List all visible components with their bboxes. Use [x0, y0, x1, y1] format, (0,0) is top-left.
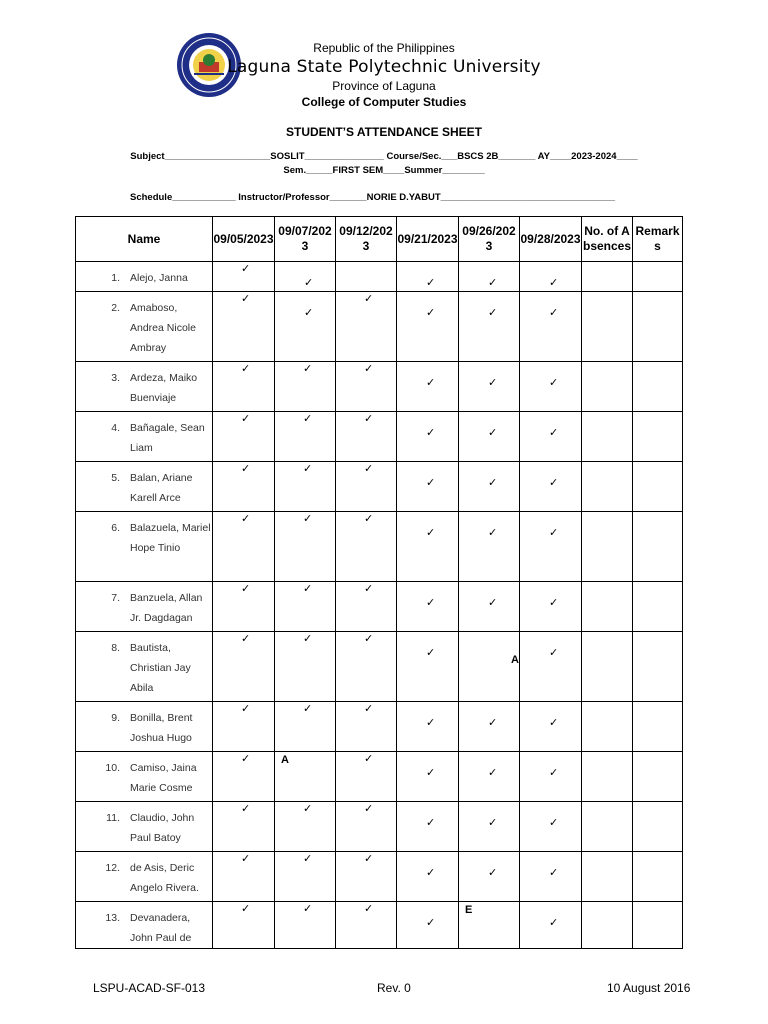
- check-mark-icon: ✓: [488, 277, 498, 289]
- attendance-cell: [213, 752, 275, 802]
- absences-cell: [582, 632, 633, 702]
- header-row: [76, 217, 683, 262]
- student-name: Bañagale, Sean Liam: [130, 422, 205, 454]
- check-mark-icon: ✓: [549, 427, 559, 439]
- student-name: Amaboso, Andrea Nicole Ambray: [130, 302, 196, 354]
- check-mark-icon: ✓: [426, 307, 436, 319]
- remarks-cell: [633, 412, 683, 462]
- remarks-cell: [633, 902, 683, 949]
- attendance-cell: [336, 292, 397, 362]
- attendance-cell: [213, 702, 275, 752]
- attendance-cell: [213, 902, 275, 949]
- check-mark-icon: ✓: [364, 413, 374, 425]
- remarks-cell: [633, 262, 683, 292]
- attendance-cell: [397, 512, 459, 582]
- check-mark-icon: ✓: [241, 583, 251, 595]
- attendance-cell: [213, 852, 275, 902]
- attendance-table: [75, 216, 683, 949]
- check-mark-icon: ✓: [303, 853, 313, 865]
- attendance-cell: [275, 262, 336, 292]
- table-row: [76, 582, 683, 632]
- attendance-cell: [336, 582, 397, 632]
- attendance-cell: [336, 752, 397, 802]
- remarks-cell: [633, 852, 683, 902]
- table-row: [76, 702, 683, 752]
- row-number: 10.: [105, 762, 120, 774]
- student-name-cell: [76, 802, 213, 852]
- student-name: Claudio, John Paul Batoy: [130, 812, 195, 844]
- attendance-cell: [275, 852, 336, 902]
- check-mark-icon: ✓: [488, 527, 498, 539]
- check-mark-icon: ✓: [549, 767, 559, 779]
- absences-cell: [582, 702, 633, 752]
- attendance-cell: [520, 462, 582, 512]
- attendance-cell: [459, 412, 520, 462]
- row-number: 1.: [111, 272, 120, 284]
- attendance-cell: [336, 412, 397, 462]
- row-number: 5.: [111, 472, 120, 484]
- check-mark-icon: ✓: [364, 633, 374, 645]
- student-name-cell: [76, 512, 213, 582]
- attendance-cell: [275, 752, 336, 802]
- attendance-cell: [275, 412, 336, 462]
- check-mark-icon: ✓: [303, 363, 313, 375]
- check-mark-icon: ✓: [303, 703, 313, 715]
- student-name: Ardeza, Maiko Buenviaje: [130, 372, 198, 404]
- check-mark-icon: ✓: [488, 817, 498, 829]
- revision: Rev. 0: [377, 981, 411, 995]
- row-number: 7.: [111, 592, 120, 604]
- attendance-cell: [520, 852, 582, 902]
- check-mark-icon: ✓: [426, 867, 436, 879]
- student-name: Banzuela, Allan Jr. Dagdagan: [130, 592, 203, 624]
- student-name-cell: [76, 852, 213, 902]
- attendance-cell: [520, 262, 582, 292]
- check-mark-icon: ✓: [303, 463, 313, 475]
- attendance-cell: [520, 752, 582, 802]
- attendance-cell: [520, 902, 582, 949]
- table-row: [76, 852, 683, 902]
- attendance-cell: [459, 632, 520, 702]
- absences-cell: [582, 852, 633, 902]
- absences-cell: [582, 262, 633, 292]
- attendance-cell: [459, 462, 520, 512]
- row-number: 12.: [105, 862, 120, 874]
- table-row: [76, 262, 683, 292]
- student-name-cell: [76, 412, 213, 462]
- attendance-cell: [397, 902, 459, 949]
- check-mark-icon: ✓: [426, 647, 436, 659]
- check-mark-icon: ✓: [549, 717, 559, 729]
- attendance-cell: [520, 412, 582, 462]
- check-mark-icon: ✓: [303, 633, 313, 645]
- check-mark-icon: ✓: [549, 307, 559, 319]
- check-mark-icon: ✓: [426, 377, 436, 389]
- check-mark-icon: ✓: [364, 853, 374, 865]
- attendance-cell: [275, 462, 336, 512]
- attendance-letter: A: [281, 754, 289, 766]
- date-header: 09/26/2023: [459, 217, 520, 262]
- check-mark-icon: ✓: [241, 463, 251, 475]
- check-mark-icon: ✓: [303, 903, 313, 915]
- form-code: LSPU-ACAD-SF-013: [93, 981, 206, 995]
- check-mark-icon: ✓: [364, 363, 374, 375]
- student-name: Bautista, Christian Jay Abila: [130, 642, 191, 694]
- attendance-cell: [336, 902, 397, 949]
- row-number: 9.: [111, 712, 120, 724]
- attendance-cell: [336, 262, 397, 292]
- attendance-cell: [336, 462, 397, 512]
- check-mark-icon: ✓: [364, 753, 374, 765]
- remarks-cell: [633, 582, 683, 632]
- check-mark-icon: ✓: [488, 427, 498, 439]
- attendance-cell: [213, 632, 275, 702]
- row-number: 13.: [105, 912, 120, 924]
- check-mark-icon: ✓: [364, 703, 374, 715]
- absences-header: No. of Absences: [582, 217, 633, 262]
- absences-cell: [582, 512, 633, 582]
- row-number: 11.: [106, 812, 120, 824]
- check-mark-icon: ✓: [549, 277, 559, 289]
- meta-line-schedule: Schedule____________ Instructor/Professor_______NORIE D.YABUT_________________________________: [130, 192, 616, 203]
- attendance-cell: [520, 702, 582, 752]
- attendance-cell: [275, 702, 336, 752]
- table-row: [76, 292, 683, 362]
- check-mark-icon: ✓: [241, 513, 251, 525]
- date-header: 09/05/2023: [213, 217, 275, 262]
- date-header: 09/28/2023: [520, 217, 582, 262]
- check-mark-icon: ✓: [303, 803, 313, 815]
- attendance-cell: [397, 582, 459, 632]
- check-mark-icon: ✓: [364, 903, 374, 915]
- remarks-cell: [633, 752, 683, 802]
- name-header: Name: [76, 217, 213, 262]
- attendance-cell: [397, 292, 459, 362]
- attendance-cell: [213, 362, 275, 412]
- check-mark-icon: ✓: [241, 633, 251, 645]
- check-mark-icon: ✓: [549, 597, 559, 609]
- attendance-cell: [397, 852, 459, 902]
- table-row: [76, 362, 683, 412]
- table-row: [76, 632, 683, 702]
- attendance-cell: [459, 802, 520, 852]
- row-number: 4.: [111, 422, 120, 434]
- check-mark-icon: ✓: [241, 703, 251, 715]
- attendance-cell: [459, 702, 520, 752]
- check-mark-icon: ✓: [364, 513, 374, 525]
- check-mark-icon: ✓: [488, 307, 498, 319]
- attendance-letter: E: [465, 904, 473, 916]
- attendance-cell: [459, 752, 520, 802]
- check-mark-icon: ✓: [426, 477, 436, 489]
- sheet-title: STUDENT’S ATTENDANCE SHEET: [285, 125, 482, 139]
- check-mark-icon: ✓: [241, 753, 251, 765]
- check-mark-icon: ✓: [488, 867, 498, 879]
- attendance-cell: [213, 462, 275, 512]
- student-name-cell: [76, 702, 213, 752]
- table-row: [76, 752, 683, 802]
- republic-line: Republic of the Philippines: [313, 41, 455, 55]
- attendance-cell: [336, 362, 397, 412]
- remarks-cell: [633, 292, 683, 362]
- attendance-cell: [336, 802, 397, 852]
- remarks-cell: [633, 702, 683, 752]
- row-number: 6.: [111, 522, 120, 534]
- attendance-cell: [459, 902, 520, 949]
- check-mark-icon: ✓: [241, 903, 251, 915]
- check-mark-icon: ✓: [549, 377, 559, 389]
- check-mark-icon: ✓: [364, 293, 374, 305]
- date-header: 09/21/2023: [397, 217, 459, 262]
- check-mark-icon: ✓: [426, 817, 436, 829]
- student-name: Alejo, Janna: [130, 272, 188, 284]
- absences-cell: [582, 412, 633, 462]
- check-mark-icon: ✓: [304, 277, 314, 289]
- attendance-cell: [275, 582, 336, 632]
- attendance-cell: [275, 902, 336, 949]
- check-mark-icon: ✓: [364, 463, 374, 475]
- student-name-cell: [76, 462, 213, 512]
- date-header: 09/12/2023: [336, 217, 397, 262]
- table-row: [76, 412, 683, 462]
- check-mark-icon: ✓: [488, 477, 498, 489]
- attendance-cell: [520, 292, 582, 362]
- remarks-cell: [633, 362, 683, 412]
- check-mark-icon: ✓: [304, 307, 314, 319]
- attendance-cell: [336, 632, 397, 702]
- student-name-cell: [76, 292, 213, 362]
- absences-cell: [582, 902, 633, 949]
- attendance-cell: [213, 412, 275, 462]
- attendance-cell: [213, 262, 275, 292]
- student-name-cell: [76, 752, 213, 802]
- table-row: [76, 902, 683, 949]
- check-mark-icon: ✓: [426, 717, 436, 729]
- absences-cell: [582, 752, 633, 802]
- check-mark-icon: ✓: [426, 427, 436, 439]
- student-name: Devanadera, John Paul de: [130, 912, 192, 944]
- attendance-cell: [459, 512, 520, 582]
- check-mark-icon: ✓: [241, 293, 251, 305]
- remarks-cell: [633, 462, 683, 512]
- form-date: 10 August 2016: [607, 981, 691, 995]
- remarks-cell: [633, 802, 683, 852]
- check-mark-icon: ✓: [241, 263, 251, 275]
- student-name-cell: [76, 262, 213, 292]
- check-mark-icon: ✓: [549, 917, 559, 929]
- college-name: College of Computer Studies: [301, 95, 467, 109]
- check-mark-icon: ✓: [488, 717, 498, 729]
- table-row: [76, 802, 683, 852]
- absences-cell: [582, 802, 633, 852]
- date-header: 09/07/2023: [275, 217, 336, 262]
- attendance-cell: [275, 292, 336, 362]
- check-mark-icon: ✓: [241, 803, 251, 815]
- attendance-cell: [520, 512, 582, 582]
- attendance-letter: A: [511, 654, 519, 666]
- university-name: Laguna State Polytechnic University: [227, 57, 541, 77]
- table-row: [76, 512, 683, 582]
- attendance-cell: [459, 262, 520, 292]
- province-line: Province of Laguna: [332, 79, 436, 93]
- attendance-cell: [336, 852, 397, 902]
- attendance-cell: [336, 512, 397, 582]
- absences-cell: [582, 362, 633, 412]
- absences-cell: [582, 582, 633, 632]
- student-name-cell: [76, 582, 213, 632]
- attendance-cell: [213, 802, 275, 852]
- document-header: [0, 40, 768, 110]
- student-name-cell: [76, 362, 213, 412]
- attendance-cell: [397, 412, 459, 462]
- attendance-cell: [213, 512, 275, 582]
- check-mark-icon: ✓: [426, 527, 436, 539]
- check-mark-icon: ✓: [426, 277, 436, 289]
- attendance-cell: [459, 852, 520, 902]
- attendance-cell: [459, 582, 520, 632]
- check-mark-icon: ✓: [426, 597, 436, 609]
- check-mark-icon: ✓: [549, 477, 559, 489]
- attendance-cell: [520, 632, 582, 702]
- absences-cell: [582, 292, 633, 362]
- attendance-cell: [275, 362, 336, 412]
- remarks-cell: [633, 512, 683, 582]
- check-mark-icon: ✓: [241, 413, 251, 425]
- check-mark-icon: ✓: [549, 647, 559, 659]
- check-mark-icon: ✓: [549, 817, 559, 829]
- check-mark-icon: ✓: [241, 363, 251, 375]
- attendance-cell: [459, 362, 520, 412]
- attendance-cell: [520, 582, 582, 632]
- attendance-cell: [397, 362, 459, 412]
- attendance-cell: [275, 632, 336, 702]
- attendance-cell: [213, 292, 275, 362]
- attendance-cell: [397, 262, 459, 292]
- check-mark-icon: ✓: [364, 803, 374, 815]
- attendance-cell: [397, 702, 459, 752]
- row-number: 8.: [111, 642, 120, 654]
- remarks-header: Remarks: [633, 217, 683, 262]
- check-mark-icon: ✓: [364, 583, 374, 595]
- check-mark-icon: ✓: [488, 377, 498, 389]
- attendance-cell: [397, 632, 459, 702]
- attendance-cell: [520, 802, 582, 852]
- attendance-cell: [520, 362, 582, 412]
- attendance-cell: [397, 802, 459, 852]
- attendance-cell: [336, 702, 397, 752]
- attendance-cell: [397, 462, 459, 512]
- attendance-cell: [213, 582, 275, 632]
- check-mark-icon: ✓: [426, 767, 436, 779]
- attendance-cell: [275, 512, 336, 582]
- row-number: 3.: [111, 372, 120, 384]
- attendance-cell: [275, 802, 336, 852]
- student-name-cell: [76, 902, 213, 949]
- remarks-cell: [633, 632, 683, 702]
- check-mark-icon: ✓: [303, 583, 313, 595]
- row-number: 2.: [111, 302, 120, 314]
- meta-line-semester: Sem._____FIRST SEM____Summer________: [283, 165, 485, 176]
- student-name: de Asis, Deric Angelo Rivera.: [130, 862, 199, 894]
- attendance-cell: [397, 752, 459, 802]
- check-mark-icon: ✓: [549, 527, 559, 539]
- check-mark-icon: ✓: [488, 767, 498, 779]
- meta-line-subject: Subject____________________SOSLIT_______________ Course/Sec.___BSCS 2B_______ AY____2023-2024____: [130, 151, 638, 162]
- student-name-cell: [76, 632, 213, 702]
- student-name: Bonilla, Brent Joshua Hugo: [130, 712, 193, 744]
- table-row: [76, 462, 683, 512]
- attendance-cell: [459, 292, 520, 362]
- check-mark-icon: ✓: [426, 917, 436, 929]
- check-mark-icon: ✓: [303, 413, 313, 425]
- check-mark-icon: ✓: [303, 513, 313, 525]
- student-name: Balazuela, Mariel Hope Tinio: [130, 522, 211, 554]
- student-name: Camiso, Jaina Marie Cosme: [130, 762, 197, 794]
- student-name: Balan, Ariane Karell Arce: [130, 472, 193, 504]
- check-mark-icon: ✓: [241, 853, 251, 865]
- check-mark-icon: ✓: [549, 867, 559, 879]
- absences-cell: [582, 462, 633, 512]
- check-mark-icon: ✓: [488, 597, 498, 609]
